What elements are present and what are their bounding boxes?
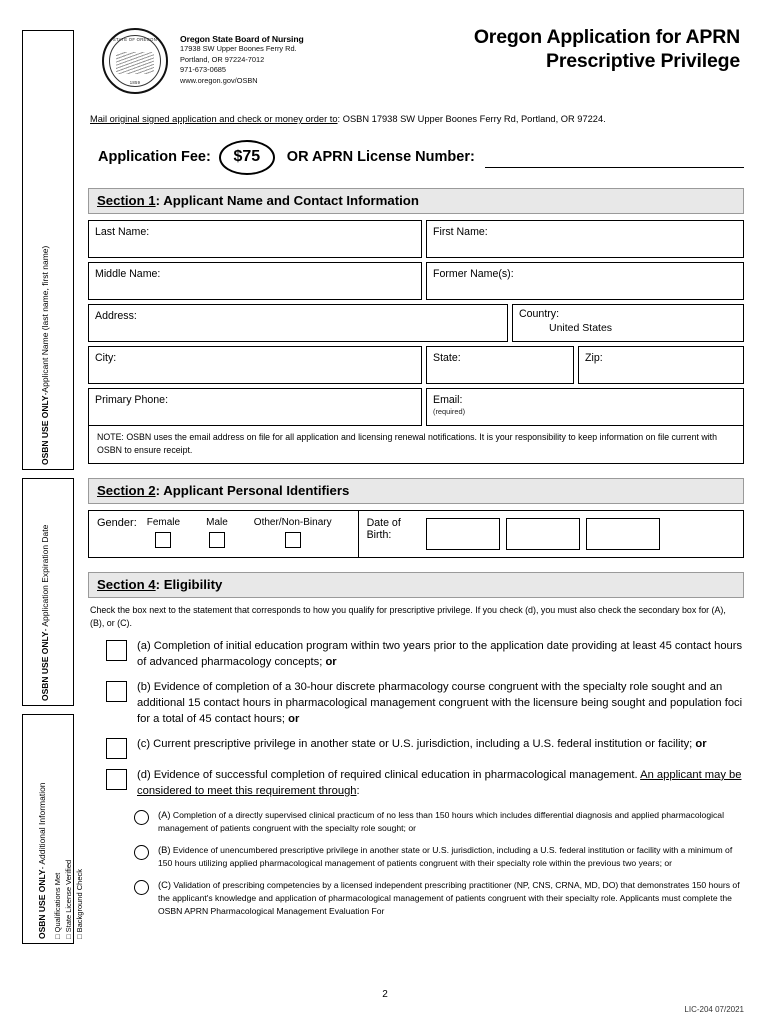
eligibility-sub-b-text xyxy=(149,843,744,870)
section-1-title: : Applicant Name and Contact Information xyxy=(155,193,419,208)
section-2-header xyxy=(88,478,744,504)
eligibility-sub-c-text xyxy=(149,878,744,918)
eligibility-sub-a-body: Completion of a directly supervised clinical practicum of no less than 150 hours which includes differential diagnosis and applied pharmacological management of patients congruent with the specialty role sought; or xyxy=(158,809,724,833)
agency-phone: 971-673-0685 xyxy=(180,65,227,75)
dob-month-input[interactable] xyxy=(426,518,500,550)
seal-emblem xyxy=(116,52,154,74)
primary-phone-field[interactable] xyxy=(88,388,422,426)
state-field[interactable] xyxy=(426,346,574,384)
section-4-instructions: Check the box next to the statement that corresponds to how you qualify for prescriptive privilege. If you check (d), you must also check the secondary box for (A), (B), or (C). xyxy=(90,604,726,628)
eligibility-c-text xyxy=(127,737,707,759)
eligibility-sub-a-radio[interactable] xyxy=(134,810,149,825)
gender-option-other[interactable] xyxy=(254,511,332,548)
gender-male-checkbox[interactable] xyxy=(209,532,225,548)
eligibility-d-checkbox[interactable] xyxy=(106,769,127,790)
osbn-use-only-rail xyxy=(22,30,84,939)
dob-year-input[interactable] xyxy=(586,518,660,550)
agency-address-2: Portland, OR 97224-7012 xyxy=(180,54,265,64)
eligibility-d-text xyxy=(127,768,744,800)
eligibility-a-text xyxy=(127,639,744,671)
form-content xyxy=(88,24,744,917)
eligibility-a-or: or xyxy=(325,656,337,669)
city-label: City: xyxy=(95,352,117,364)
page-title-line2: Prescriptive Privilege xyxy=(546,49,740,72)
section-4-number: Section 4 xyxy=(97,576,156,592)
gender-option-female[interactable] xyxy=(147,511,180,548)
section-1-header xyxy=(88,188,744,214)
email-label: Email: (required) xyxy=(433,394,466,416)
gender-option-female-label: Female xyxy=(146,516,181,528)
gender-label: Gender: xyxy=(97,516,137,529)
agency-address-1: 17938 SW Upper Boones Ferry Rd. xyxy=(180,44,297,53)
eligibility-b-key: (b) xyxy=(137,681,151,694)
middle-name-row xyxy=(88,262,744,300)
rail-box2-title: OSBN USE ONLY xyxy=(40,631,50,701)
city-state-zip-row xyxy=(88,346,744,384)
eligibility-option-b[interactable] xyxy=(88,680,744,728)
form-code: LIC-204 07/2021 xyxy=(684,1005,744,1014)
eligibility-c-body: Current prescriptive privilege in another state or U.S. jurisdiction, including a U.S. federal institution or facility; xyxy=(153,737,696,750)
rail-box2-sub: - Application Expiration Date xyxy=(40,524,50,632)
eligibility-d-tail: : xyxy=(356,784,360,797)
last-name-field[interactable] xyxy=(88,220,422,258)
osbn-use-only-applicant-name-box xyxy=(22,30,74,470)
eligibility-b-or: or xyxy=(288,712,300,725)
eligibility-c-checkbox[interactable] xyxy=(106,738,127,759)
seal-bottom-text: 1859 xyxy=(129,80,141,85)
eligibility-b-text xyxy=(127,680,744,728)
former-names-label: Former Name(s): xyxy=(433,268,514,280)
rail-checklist-item: □ Qualifications Met xyxy=(53,872,62,939)
country-label: Country: xyxy=(519,308,560,320)
eligibility-option-d[interactable] xyxy=(88,768,744,800)
eligibility-c-key: (c) xyxy=(137,737,151,750)
email-required-note: (required) xyxy=(433,406,466,416)
section-4-header xyxy=(88,572,744,598)
date-of-birth-label: Date of Birth: xyxy=(358,511,420,557)
eligibility-sub-a-text xyxy=(149,808,744,835)
page-title xyxy=(360,26,744,74)
mail-instruction xyxy=(88,114,744,124)
eligibility-option-a[interactable] xyxy=(88,639,744,671)
fee-amount: $75 xyxy=(219,140,275,175)
eligibility-sub-b-body: Evidence of unencumbered prescriptive privilege in another state or U.S. jurisdiction, including a U.S. federal institution or facility with a minimum of 150 hours utilizing applied pharmacological management of patients congruent with their specialty role within the previous two years; or xyxy=(158,844,733,868)
middle-name-field[interactable] xyxy=(88,262,422,300)
zip-label: Zip: xyxy=(585,352,603,364)
page-title-line1: Oregon Application for APRN xyxy=(473,26,740,48)
city-field[interactable] xyxy=(88,346,422,384)
gender-other-checkbox[interactable] xyxy=(285,532,301,548)
email-note: NOTE: OSBN uses the email address on file for all application and licensing renewal notifications. It is your responsibility to keep information on file current with OSBN to ensure receipt. xyxy=(88,426,744,464)
eligibility-sub-c-key: (C) xyxy=(158,878,172,890)
eligibility-d-underlined: An applicant may be considered to meet this requirement through xyxy=(137,768,742,797)
state-seal-icon xyxy=(102,28,168,94)
email-field[interactable] xyxy=(426,388,744,426)
gender-option-other-label: Other/Non-Binary xyxy=(253,516,332,528)
primary-phone-label: Primary Phone: xyxy=(95,394,169,406)
eligibility-suboption-a[interactable] xyxy=(88,808,744,835)
gender-option-male[interactable] xyxy=(206,511,228,548)
eligibility-sub-b-radio[interactable] xyxy=(134,845,149,860)
agency-block xyxy=(180,34,360,86)
name-row xyxy=(88,220,744,258)
eligibility-a-body: Completion of initial education program within two years prior to the application date providing at least 45 contact hours of advanced pharmacology concepts; xyxy=(137,640,743,669)
eligibility-sub-c-radio[interactable] xyxy=(134,880,149,895)
section-2-title: : Applicant Personal Identifiers xyxy=(155,482,350,498)
first-name-label: First Name: xyxy=(433,226,488,238)
section-4-title: : Eligibility xyxy=(155,576,223,592)
document-header xyxy=(88,24,744,98)
section-1-number: Section 1 xyxy=(97,193,156,208)
rail-box1-title: OSBN USE ONLY xyxy=(40,395,50,465)
fee-label: Application Fee: xyxy=(98,149,211,165)
page-number: 2 xyxy=(382,989,388,1000)
osbn-use-only-expiration-box xyxy=(22,478,74,706)
agency-name: Oregon State Board of Nursing xyxy=(180,34,304,44)
rail-checklist-item: □ Background Check xyxy=(74,869,84,939)
agency-website: www.oregon.gov/OSBN xyxy=(180,75,258,85)
zip-field[interactable] xyxy=(578,346,744,384)
mail-instruction-underlined: Mail original signed application and check or money order to xyxy=(90,114,338,124)
date-of-birth-fields xyxy=(420,511,660,557)
middle-name-label: Middle Name: xyxy=(95,268,161,280)
gender-female-checkbox[interactable] xyxy=(155,532,171,548)
first-name-field[interactable] xyxy=(426,220,744,258)
application-fee-row xyxy=(88,140,744,174)
phone-email-row xyxy=(88,388,744,426)
eligibility-suboption-c[interactable] xyxy=(88,878,744,918)
eligibility-sub-b-key: (B) xyxy=(158,843,171,855)
rail-box3-title: OSBN USE ONLY xyxy=(37,869,47,939)
section-2-fields xyxy=(88,510,744,558)
dob-day-input[interactable] xyxy=(506,518,580,550)
country-field[interactable] xyxy=(512,304,744,342)
osbn-use-only-additional-info-box xyxy=(22,714,84,944)
section-2-number: Section 2 xyxy=(97,482,156,498)
eligibility-d-key: (d) xyxy=(137,768,151,781)
eligibility-option-c[interactable] xyxy=(88,737,744,759)
eligibility-d-body: Evidence of successful completion of required clinical education in pharmacological management. xyxy=(153,768,641,781)
eligibility-a-key: (a) xyxy=(137,640,151,653)
eligibility-sub-c-body: Validation of prescribing competencies by a licensed independent prescribing practitioner (NP, CNS, CRNA, MD, DO) that demonstrates 150 hours of the applicant's knowledge and application of pharmacological management of patients congruent with their specialty role. Applicants must complete the OSBN APRN Pharmacological Management Evaluation For xyxy=(158,879,740,916)
gender-option-male-label: Male xyxy=(206,516,228,528)
license-number-label: OR APRN License Number: xyxy=(286,149,475,165)
section-1-fields xyxy=(88,220,744,464)
last-name-label: Last Name: xyxy=(95,226,150,238)
state-label: State: xyxy=(433,352,461,364)
former-names-field[interactable] xyxy=(426,262,744,300)
eligibility-c-or: or xyxy=(695,737,707,750)
eligibility-sub-a-key: (A) xyxy=(158,808,171,820)
mail-instruction-rest: : OSBN 17938 SW Upper Boones Ferry Rd, Portland, OR 97224. xyxy=(337,114,606,124)
address-field[interactable] xyxy=(88,304,508,342)
rail-box1-sub: -Applicant Name (last name, first name) xyxy=(40,245,50,396)
rail-box3-sub: - Additional Information xyxy=(37,782,47,870)
address-row xyxy=(88,304,744,342)
license-number-input[interactable] xyxy=(485,147,744,168)
country-value: United States xyxy=(549,321,613,334)
rail-checklist-item: □ State License Verified xyxy=(63,859,73,939)
seal-top-text: STATE OF OREGON xyxy=(112,37,158,42)
eligibility-b-checkbox[interactable] xyxy=(106,681,127,702)
eligibility-suboption-b[interactable] xyxy=(88,843,744,870)
address-label: Address: xyxy=(95,310,137,322)
eligibility-a-checkbox[interactable] xyxy=(106,640,127,661)
eligibility-b-body: Evidence of completion of a 30-hour discrete pharmacology course congruent with the specialty role sought and an additional 15 contact hours in pharmacological management congruent with the licensure being sought and population foci for a total of 45 contact hours; xyxy=(137,681,743,725)
